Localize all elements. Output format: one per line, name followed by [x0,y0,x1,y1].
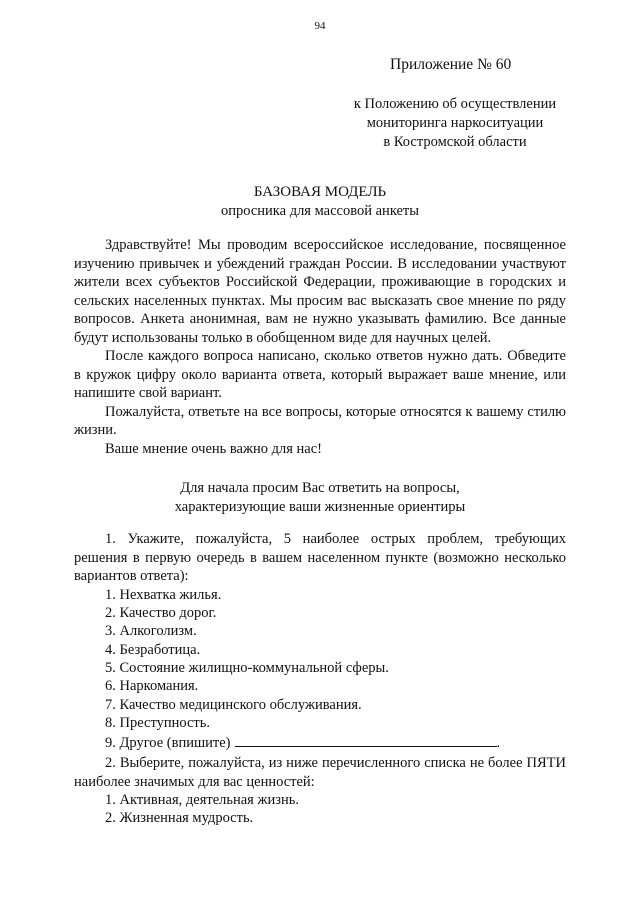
question-text: 1. Укажите, пожалуйста, 5 наиболее острых проблем, требующих решения в первую очередь в вашем населенном пункте (возможно несколько вариантов ответа): [74,531,566,584]
answer-option[interactable]: 2. Качество дорог. [105,604,217,621]
intro-paragraph: Здравствуйте! Мы проводим всероссийское исследование, посвященное изучению привычек и убеждений граждан России. В исследовании участвуют жители всех субъектов Российской Федерации, проживающие в городских и сельских населенных пунктах. Мы просим вас высказать свое мнение по ряду вопросов. Анкета анонимная, вам не нужно указывать фамилию. Все данные будут использованы только в обобщенном виде для научных целей. [74,237,566,346]
question-text: 2. Выберите, пожалуйста, из ниже перечисленного списка не более ПЯТИ наиболее значимых для вас ценностей: [74,755,566,790]
appendix-reference [325,95,585,152]
write-in-end: . [496,734,501,751]
section-heading [0,479,640,516]
answer-options [74,791,566,828]
answer-option[interactable]: 8. Преступность. [105,715,210,732]
appendix-ref-line: мониторинга наркоситуации [366,115,544,131]
document-title: БАЗОВАЯ МОДЕЛЬ [253,184,387,200]
appendix-ref-line: в Костромской области [383,134,527,150]
intro-paragraph: После каждого вопроса написано, сколько ответов нужно дать. Обведите в кружок цифру около варианта ответа, который выражает ваше мнение, или напишите свой вариант. [74,348,566,401]
answer-option[interactable]: 3. Алкоголизм. [105,623,197,640]
question-1 [74,530,566,751]
intro-section [74,236,566,458]
answer-options [74,586,566,752]
answer-option[interactable]: 6. Наркомания. [105,678,199,695]
section-heading-line: характеризующие ваши жизненные ориентиры [174,498,466,515]
answer-option-other[interactable] [105,733,566,751]
other-option-label: 9. Другое (впишите) [105,734,231,751]
question-2 [74,754,566,828]
answer-option[interactable]: 1. Активная, деятельная жизнь. [105,792,299,808]
write-in-line[interactable] [235,733,497,747]
page-number: 94 [314,20,326,32]
section-heading-line: Для начала просим Вас ответить на вопросы, [180,480,460,496]
answer-option[interactable]: 1. Нехватка жилья. [105,586,222,603]
answer-option[interactable]: 4. Безработица. [105,641,201,658]
appendix-title: Приложение № 60 [390,56,512,73]
appendix-ref-line: к Положению об осуществлении [353,96,557,112]
intro-paragraph: Пожалуйста, ответьте на все вопросы, которые относятся к вашему стилю жизни. [74,403,566,438]
answer-option[interactable]: 7. Качество медицинского обслуживания. [105,696,362,713]
answer-option[interactable]: 2. Жизненная мудрость. [105,810,254,827]
intro-paragraph: Ваше мнение очень важно для нас! [105,440,322,457]
answer-option[interactable]: 5. Состояние жилищно-коммунальной сферы. [105,660,389,677]
document-subtitle: опросника для массовой анкеты [220,203,420,219]
